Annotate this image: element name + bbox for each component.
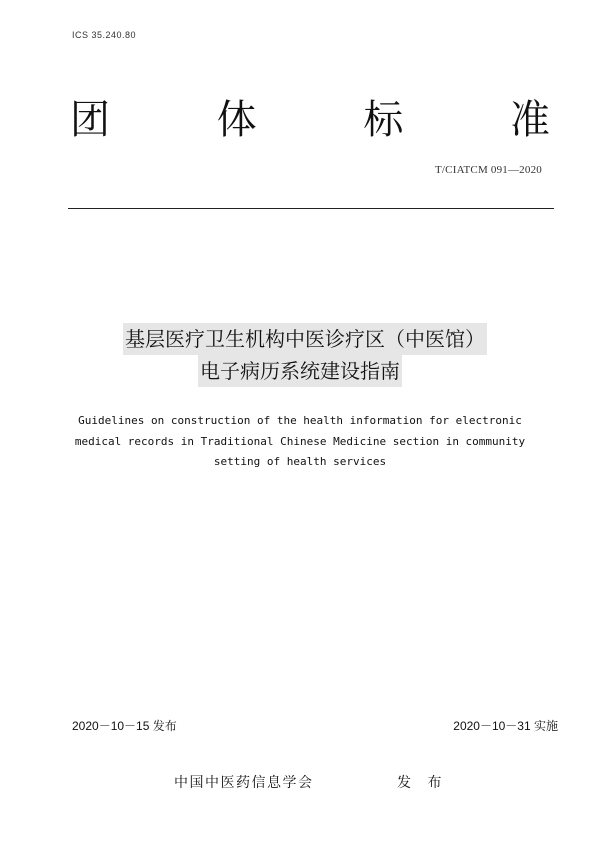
chinese-title-line-2: 电子病历系统建设指南: [198, 355, 402, 387]
doc-type-char: 准: [509, 97, 550, 143]
chinese-title: [0, 323, 600, 387]
chinese-title-line-1: 基层医疗卫生机构中医诊疗区（中医馆）: [123, 323, 487, 355]
publisher-name: 中国中医药信息学会: [174, 775, 314, 791]
english-title-line-1: Guidelines on construction of the health information for electronic: [78, 414, 522, 427]
doc-type-char: 体: [216, 97, 257, 143]
english-title-line-2: medical records in Traditional Chinese Medicine section in community: [74, 434, 526, 448]
header-divider: [68, 208, 554, 209]
english-title-line-3: setting of health services: [213, 455, 387, 468]
document-type-heading: [70, 96, 550, 144]
english-title: [0, 411, 600, 473]
doc-type-char: 标: [363, 97, 404, 143]
doc-type-char: 团: [70, 97, 110, 143]
publish-label: 发 布: [397, 775, 448, 791]
implementation-date: 2020－10－31 实施: [453, 719, 558, 733]
standard-number: T/CIATCM 091—2020: [435, 164, 542, 176]
ics-code: ICS 35.240.80: [72, 30, 137, 40]
issue-date: 2020－10－15 发布: [72, 719, 177, 733]
